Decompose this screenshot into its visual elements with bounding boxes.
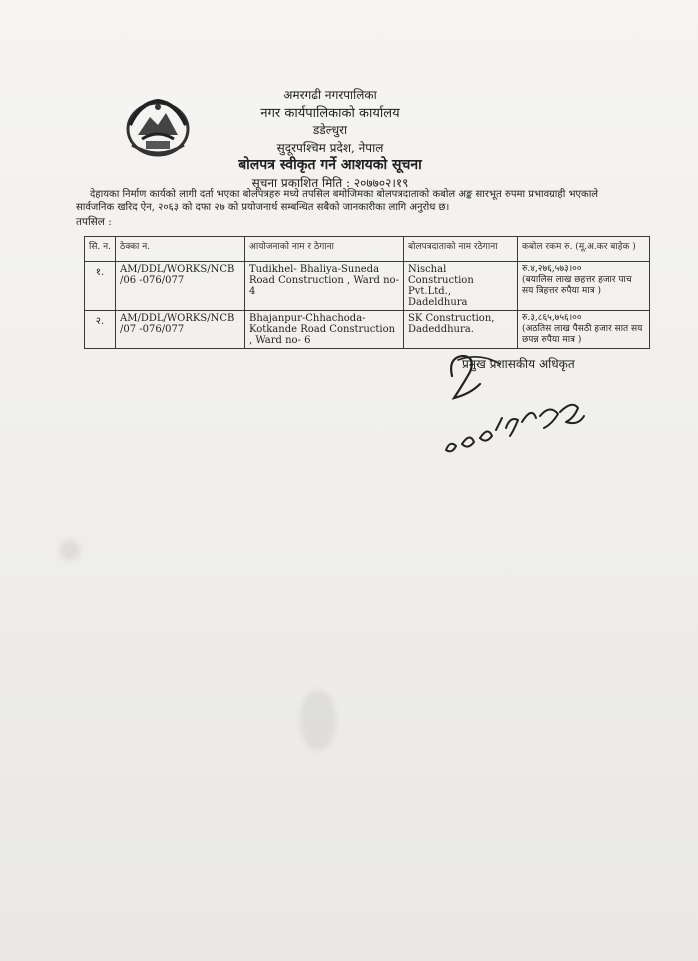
cell-sn: २. (85, 311, 116, 349)
cell-amount (518, 262, 650, 311)
municipality-name: अमरगढी नगरपालिका (283, 88, 377, 102)
amount-figure: रु.३,८६५,७५६।०० (522, 313, 582, 323)
amount-words: (अठतिस लाख पैसठी हजार सात सय छपन्न रुपैया मात्र ) (522, 324, 643, 345)
cell-contract: AM/DDL/WORKS/NCB /06 -076/077 (116, 262, 245, 311)
table-row (85, 311, 650, 349)
signatory-title: प्रमुख प्रशासकीय अधिकृत (462, 357, 575, 371)
amount-words: (बयालिस लाख छहत्तर हजार पाच सय त्रिहत्तर रुपैया मात्र ) (522, 275, 632, 296)
cell-project: Tudikhel- Bhaliya-Suneda Road Construction , Ward no- 4 (245, 262, 404, 311)
notice-title: बोलपत्र स्वीकृत गर्ने आशयको सूचना (238, 157, 422, 173)
header-project: आयोजनाको नाम र ठेगाना (245, 237, 404, 262)
bid-table (84, 236, 650, 349)
cell-bidder: Nischal Construction Pvt.Ltd., Dadeldhura (404, 262, 518, 311)
header-contract: ठेक्का न. (116, 237, 245, 262)
scan-smudge (300, 690, 336, 750)
table-header-row (85, 237, 650, 262)
published-date: सूचना प्रकाशित मिति : २०७७०२।१९ (251, 176, 409, 190)
office-name: नगर कार्यपालिकाको कार्यालय (260, 106, 400, 121)
nepal-emblem-logo (120, 95, 196, 161)
cell-bidder: SK Construction, Dadeddhura. (404, 311, 518, 349)
signature-date-text: २०७७।२।१९ (440, 346, 445, 347)
table-row (85, 262, 650, 311)
district-name: डडेल्धुरा (312, 123, 348, 137)
header-amount: कबोल रकम रु. (मू.अ.कर बाहेक ) (518, 237, 650, 262)
header-bidder: बोलपत्रदाताको नाम रठेगाना (404, 237, 518, 262)
notice-paragraph: देहायका निर्माण कार्यको लागी दर्ता भएका बोलपत्रहरु मध्ये तपसिल बमोजिमका बोलपत्रदाताको कबोल अङ्क सारभूत रुपमा प्रभावग्राही भएकाले सार्वजनिक खरिद ऐन, २०६३ को दफा २७ को प्रयोजनार्थ सम्बन्धित सबैको जानकारीका लागि अनुरोध छ। (76, 189, 599, 213)
cell-amount (518, 311, 650, 349)
cell-contract: AM/DDL/WORKS/NCB /07 -076/077 (116, 311, 245, 349)
cell-sn: १. (85, 262, 116, 311)
tapsil-label: तपसिल : (76, 216, 112, 228)
amount-figure: रु.४,२७६,५७३।०० (522, 264, 582, 274)
cell-project: Bhajanpur-Chhachoda-Kotkande Road Construction , Ward no- 6 (245, 311, 404, 349)
scan-smudge (60, 540, 80, 560)
province-name: सुदूरपश्चिम प्रदेश, नेपाल (276, 141, 384, 155)
header-sn: सि. न. (85, 237, 116, 262)
